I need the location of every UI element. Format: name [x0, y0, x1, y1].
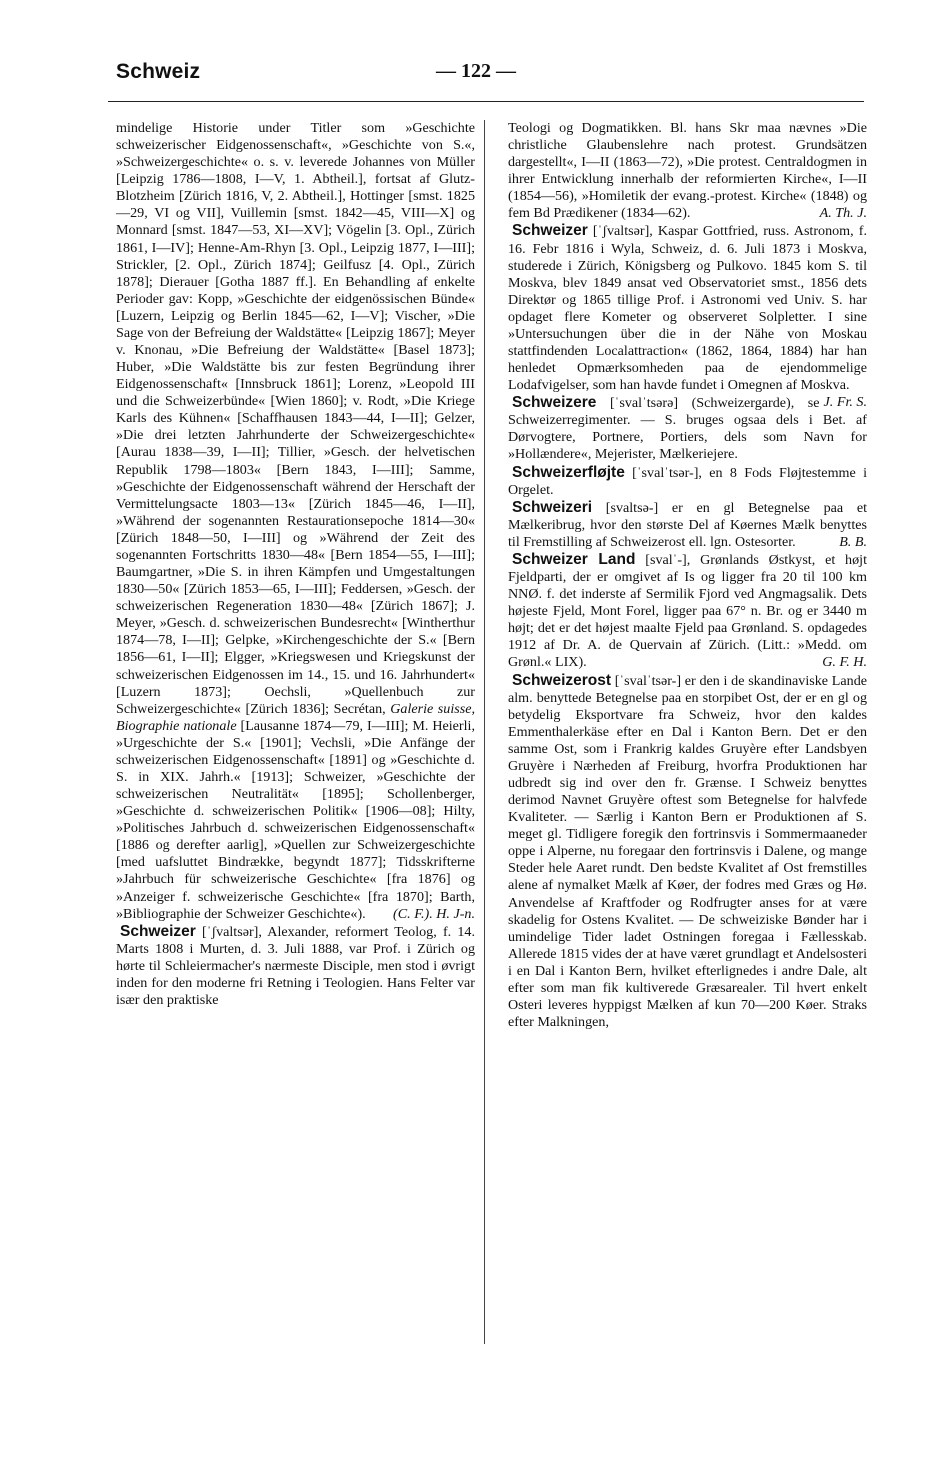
bibliography-text: mindelige Historie under Titler som »Geschichte schweizerischer Eidgenossenschaft«, »Geschichte von S.«, »Schweizergeschichte« o. s. v. leverede Johannes von Müller [Leipzig 1786—1808, I—V, 1. Abtheil.], fortsat af Glutz-Blotzheim [Zürich 1816, V, 2. Abtheil.], Hottinger [smst. 1825—29, VI og VII], Vuillemin [smst. 1842—45, VIII—X] og Monnard [smst. 1847—53, XI—XV]; Vögelin [3. Opl., Zürich 1861, I—IV]; Henne-Am-Rhyn [3. Opl., Leipzig 1877, I—III]; Strickler, [2. Opl., Zürich 1874]; Geilfusz [4. Opl., Zürich 1878]; Dierauer [Gotha 1887 ff.]. En Behandling af enkelte Perioder gav: Kopp, »Geschichte der eidgenössischen Bünde« [Luzern, Leipzig og Berlin 1845—62, I—V]; Vischer, »Die Sage von der Befreiung der Waldstätte« [Leipzig 1867]; Meyer v. Knonau, »Die Befreiung der Waldstätte« [Basel 1873]; Huber, »Die Waldstätte bis zur festen Begründung ihrer Eidgenossenschaft« [Innsbruck 1861]; Lorenz, »Leopold III und die Schweizerbünde« [Wien 1860]; v. Rodt, »Die Kriege Karls des Kühnen« [Schaffhausen 1843—44, I—II]; Gelzer, »Die drei letzten Jahrhunderte der Schweizergeschichte« [Aurau 1838—39, I—II]; Tillier, »Gesch. der helvetischen Republik 1798—1803« [Bern 1843, I—III]; Samme, »Geschichte der Eidgenossenschaft während der Herschaft der Vermittelungsacte 1803—13« [Zürich 1845—46, I—II], »Während der sogenannten Restaurationsepoche 1814—30« [Zürich 1848—50, I—III] og »Während der Zeit des sogenannten Fortschritts 1830—48« [Bern 1854—55, I—III]; Baumgartner, »Die S. in ihren Kämpfen und Umgestaltungen 1830—50« [Zürich 1853—65, I—III]; Feddersen, »Gesch. der schweizerischen Regeneration 1830—48« [Zürich 1867]; J. Meyer, »Gesch. d. schweizerischen Bundesrecht« [Wintherthur 1874—78, I—II]; Gelpke, »Kirchengeschichte der S.« [Bern 1856—61, I—II]; Elgger, »Kriegswesen und Kriegskunst der schweizerischen Eidgenossen im 14., 15. und 16. Jahrhundert« [Luzern 1873]; Oechsli, »Quellenbuch zur Schweizergeschichte« [Zürich 1836]; Secrétan, — [116, 120, 475, 717]
headword: Schweizerost — [512, 671, 612, 689]
headword: Schweizer — [512, 222, 588, 240]
bibliography-italic-title: Galerie suisse, Biographie nationale — [116, 700, 476, 734]
entry-schweizere — [508, 394, 867, 463]
right-column — [508, 120, 867, 1031]
entry-schweizerost — [508, 672, 867, 1032]
signature: J. Fr. S. — [823, 394, 867, 411]
headword: Schweizer Land — [512, 550, 636, 568]
column-divider — [484, 120, 485, 1344]
entry-text: [ˈsvalˈtsər-], en 8 Fods Fløjtestemme i Orgelet. — [508, 464, 867, 498]
entry-text: [svalˈ-], Grønlands Østkyst, et højt Fjeldparti, der er omgivet af Is og ligger fra 20 til 100 km NNØ. f. det inderste af Sermilik Fjord ved Angmagsalik. Dets højeste Fjeld, Mont Forel, ligger paa 67° n. Br. og er 3440 m højt; det er det højest maalte Fjeld paa Grønland. S. opdagedes 1912 af Dr. A. de Quervain af Zürich. (Litt.: »Medd. om Grønl.« LIX). — [508, 551, 867, 671]
left-column — [116, 120, 475, 1009]
entry-schweizer-land — [508, 551, 867, 672]
signature: A. Th. J. — [819, 205, 867, 222]
continuation-paragraph — [508, 120, 867, 222]
page-number: — 122 — — [436, 60, 516, 82]
entry-text: [ˈsvalˈtsərə] (Schweizergarde), se Schweizerregimenter. — S. bruges ogsaa dels i Bet. af Dørvogtere, Portnere, Portiers, dels som Navn for »Hollændere«, Mejerister, Mælkeriejere. — [508, 395, 867, 463]
headword: Schweizeri — [512, 498, 593, 516]
signature: G. F. H. — [822, 654, 867, 671]
headword: Schweizer — [120, 922, 196, 940]
signature: (C. F.). H. J-n. — [393, 905, 475, 922]
entry-text: [ˈsvalˈtsər-] er den i de skandinaviske Lande alm. benyttede Betegnelse paa en storpibet Ost, der er en gl og betydelig Eksportvare fra Schweiz, hvor den kaldes Emmenthalerkäse efter en Dal i Kanton Bern. Det er den samme Ost, som i Frankrig kaldes Gruyère efter Landsbyen Gruyère i Nærheden af Freiburg, hvorfra Produktionen har udbredt sig ind over den fr. Grænse. I Schweiz benyttes derimod Navnet Gruyère oftest som Betegnelse for halvfede Kvaliteter. — Særlig i Kanton Bern er Produktionen af S. meget gl. Tidligere foregik den fortrinsvis i Sommermaaneder oppe i Alperne, nu foregaar den fortrinsvis i Dalene, og mange Steder hele Aaret rundt. Den bedste Kvalitet af Ost fremstilles alene af nymalket Mælk af Køer, der fodres med Græs og Hø. Anvendelse af Kraftfoder og Rodfrugter anses for at være skadelig for Ostens Kvalitet. — De schweiziske Bønder har i umindelige Tider ladet Ostningen foregaa i Fællesskab. Allerede 1815 vides der at have været grundlagt et Andelsosteri i en Dal i Kanton Bern, hvilket efterlignedes i andre Dale, alt efter som man fik kultiverede Græsarealer. Til hvert enkelt Osteri leveres hyppigst Mælken af kun 70—200 Køer. Straks efter Malkningen, — [508, 672, 867, 1031]
continuation-text: Teologi og Dogmatikken. Bl. hans Skr maa nævnes »Die christliche Glaubenslehre nach protest. Grundsätzen dargestellt«, I—II (1863—72), »Die protest. Centraldogmen in ihrer Entwicklung innerhalb der reformierten Kirche«, I—II (1854—56), »Homiletik der evang.-protest. Kirche« (1848) og fem Bd Prædikener (1834—62). — [508, 120, 867, 222]
signature: B. B. — [839, 533, 867, 550]
entry-schweizer-alexander — [116, 923, 475, 1009]
entry-text: [ˈʃvaltsər], Alexander, reformert Teolog, f. 14. Marts 1808 i Murten, d. 3. Juli 1888, var Prof. i Zürich og hørte til Schleiermacher's nærmeste Disciple, men stod i øvrigt inden for den moderne fri Retning i Teologien. Hans Felter var især den praktiske — [116, 923, 475, 1008]
bibliography-text-rest: [Lausanne 1874—79, I—III]; M. Heierli, »Urgeschichte der S.« [1901]; Vechsli, »Die Anfänge der schweizerischen Eidgenossenschaft« [1891] og »Geschichte d. S. in XIX. Jahrh.« [1913]; Schweizer, »Geschichte der schweizerischen Neutralität« [1895]; Schollenberger, »Geschichte d. schweizerischen Politik« [1906—08]; Hilty, »Politisches Jahrbuch d. schweizerischen Eidgenossenschaft« [1886 og derefter aarlig], »Quellen zur Schweizergeschichte [med uafsluttet Bindrække, begyndt 1877]; Tidsskrifterne »Jahrbuch für schweizerische Geschichte« [fra 1876] og »Anzeiger f. schweizerische Geschichte« [fra 1870]; Barth, »Bibliographie der Schweizer Geschichte«). — [116, 717, 475, 922]
entry-schweizeri — [508, 499, 867, 551]
running-head-title: Schweiz — [116, 60, 201, 83]
header-rule — [108, 101, 864, 102]
entry-schweizerflojte — [508, 464, 867, 499]
entry-text: [ˈʃvaltsər], Kaspar Gottfried, russ. Astronom, f. 16. Febr 1816 i Wyla, Schweiz, d. 6. Juli 1873 i Moskva, studerede i Zürich, Königsberg og Pulkovo. 1845 kom S. til Moskva, blev 1849 ansat ved Observatoriet smst., 1856 dets Direktør og 1865 tillige Prof. i Astronomi ved Univ. S. har opdaget flere Kometer og observeret Solpletter. I sine »Untersuchungen über die in der Nähe von Moskau stattfindenden Localattraction« (1862, 1864, 1884) har han henledet Opmærksomheden paa de ejendommelige Lodafvigelser, som han havde fundet i Omegnen af Moskva. — [508, 223, 867, 394]
entry-text: [svaltsə-] er en gl Betegnelse paa et Mælkeribrug, hvor den største Del af Køernes Mælk benyttes til Fremstilling af Schweizerost ell. lgn. Ostesorter. — [508, 499, 867, 550]
headword: Schweizerfløjte — [512, 463, 625, 481]
bibliography-paragraph — [116, 120, 475, 923]
headword: Schweizere — [512, 394, 597, 412]
